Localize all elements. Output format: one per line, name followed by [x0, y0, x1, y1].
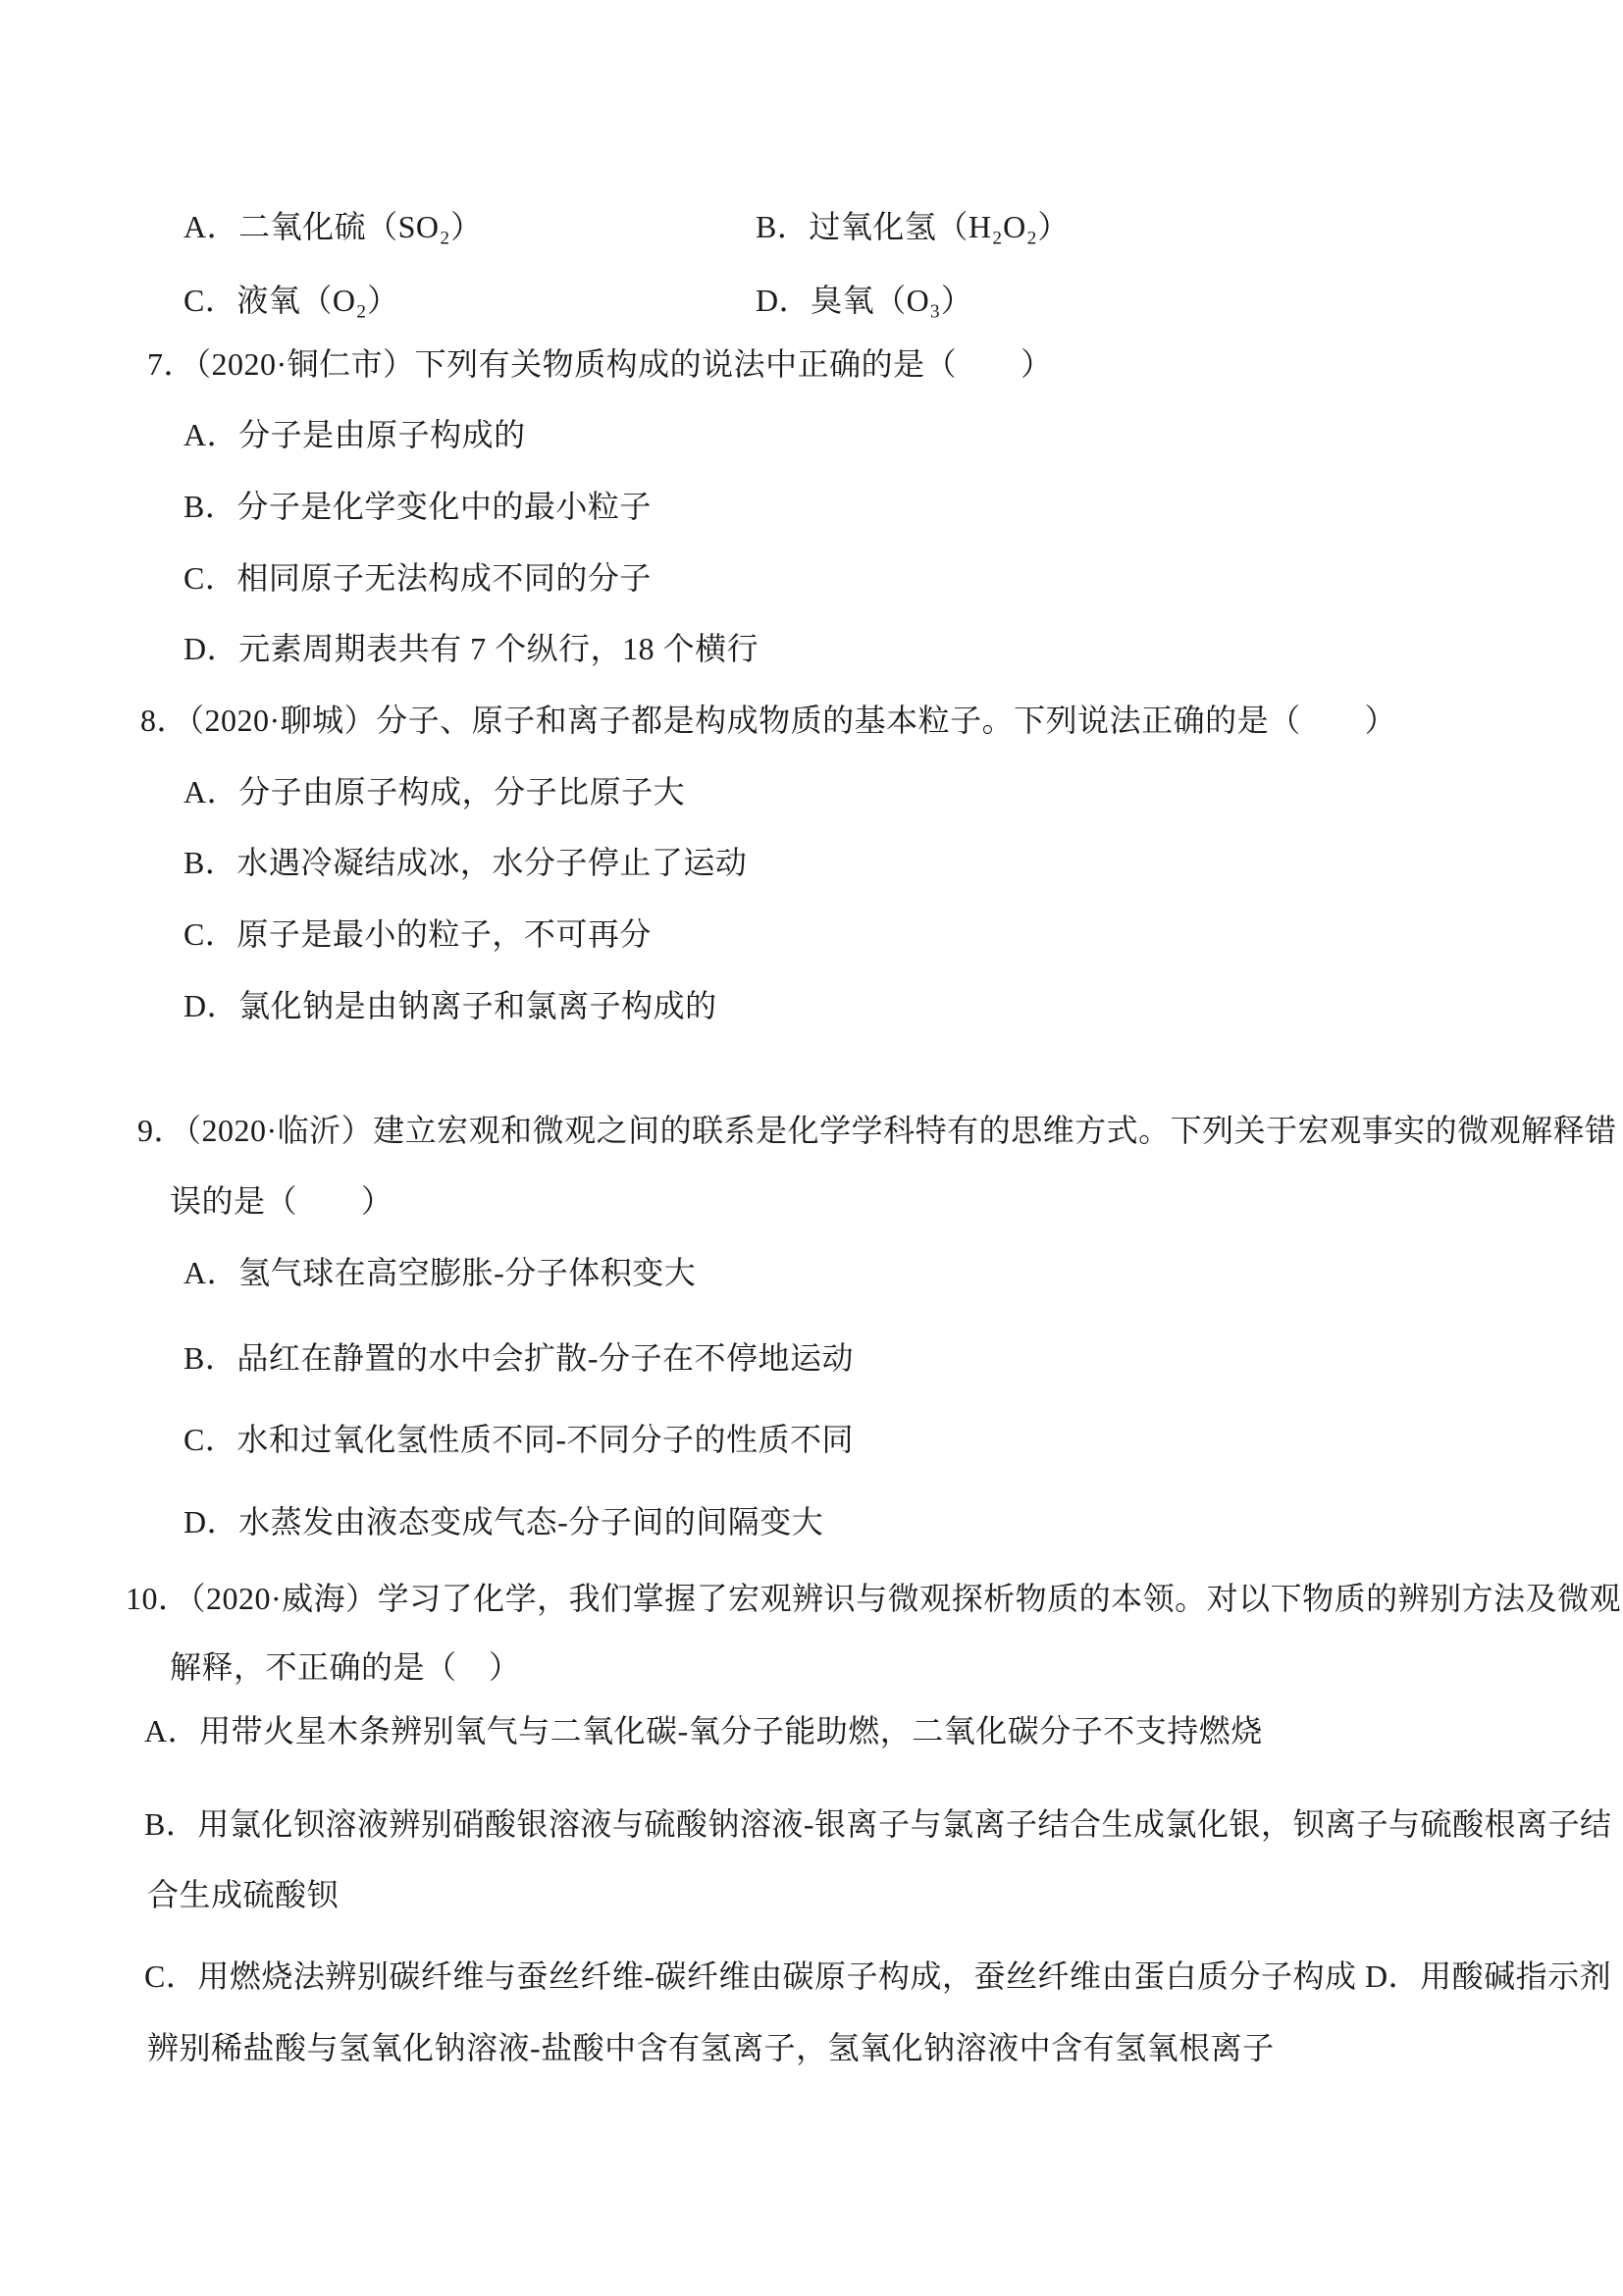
q6-option-d: D．臭氧（O₃）: [756, 283, 973, 318]
q8-stem: 8．（2020·聊城）分子、原子和离子都是构成物质的基本粒子。下列说法正确的是（ ）: [140, 703, 1397, 738]
q6-option-c: C．液氧（O₂）: [183, 283, 399, 318]
q8-option-d: D．氯化钠是由钠离子和氯离子构成的: [183, 988, 717, 1023]
q10-option-b-line2: 合生成硫酸钡: [147, 1877, 340, 1912]
q9-stem-line1: 9．（2020·临沂）建立宏观和微观之间的联系是化学学科特有的思维方式。下列关于宏观事实的微观解释错: [137, 1113, 1617, 1148]
q8-option-c: C．原子是最小的粒子，不可再分: [183, 916, 652, 952]
q7-option-a: A．分子是由原子构成的: [183, 417, 526, 452]
q8-option-b: B．水遇冷凝结成冰，水分子停止了运动: [183, 845, 748, 880]
q7-option-d: D．元素周期表共有 7 个纵行，18 个横行: [183, 631, 759, 666]
q10-option-cd-line1: C．用燃烧法辨别碳纤维与蚕丝纤维-碳纤维由碳原子构成，蚕丝纤维由蛋白质分子构成 D．用酸碱指示剂: [144, 1958, 1612, 1994]
q7-option-c: C．相同原子无法构成不同的分子: [183, 560, 652, 596]
q8-option-a: A．分子由原子构成，分子比原子大: [183, 774, 686, 809]
q10-option-cd-line2: 辨别稀盐酸与氢氧化钠溶液-盐酸中含有氢离子，氢氧化钠溶液中含有氢氧根离子: [147, 2030, 1275, 2065]
q10-stem-line2: 解释，不正确的是（ ）: [170, 1649, 521, 1685]
q9-option-c: C．水和过氧化氢性质不同-不同分子的性质不同: [183, 1422, 855, 1457]
q9-stem-line2: 误的是（ ）: [170, 1183, 393, 1219]
q9-option-a: A．氢气球在高空膨胀-分子体积变大: [183, 1255, 697, 1290]
q9-option-b: B．品红在静置的水中会扩散-分子在不停地运动: [183, 1340, 855, 1376]
q10-option-b-line1: B．用氯化钡溶液辨别硝酸银溶液与硫酸钠溶液-银离子与氯离子结合生成氯化银，钡离子与硫酸根离子结: [144, 1806, 1612, 1842]
q10-option-a: A．用带火星木条辨别氧气与二氧化碳-氧分子能助燃，二氧化碳分子不支持燃烧: [144, 1713, 1263, 1748]
q7-stem: 7．（2020·铜仁市）下列有关物质构成的说法中正确的是（ ）: [147, 346, 1053, 382]
q10-stem-line1: 10．（2020·威海）学习了化学，我们掌握了宏观辨识与微观探析物质的本领。对以下物质的辨别方法及微观: [126, 1581, 1622, 1616]
q7-option-b: B．分子是化学变化中的最小粒子: [183, 489, 652, 524]
q6-option-a: A．二氧化硫（SO₂）: [183, 209, 483, 244]
q9-option-d: D．水蒸发由液态变成气态-分子间的间隔变大: [183, 1504, 824, 1539]
q6-option-b: B．过氧化氢（H₂O₂）: [756, 209, 1070, 244]
